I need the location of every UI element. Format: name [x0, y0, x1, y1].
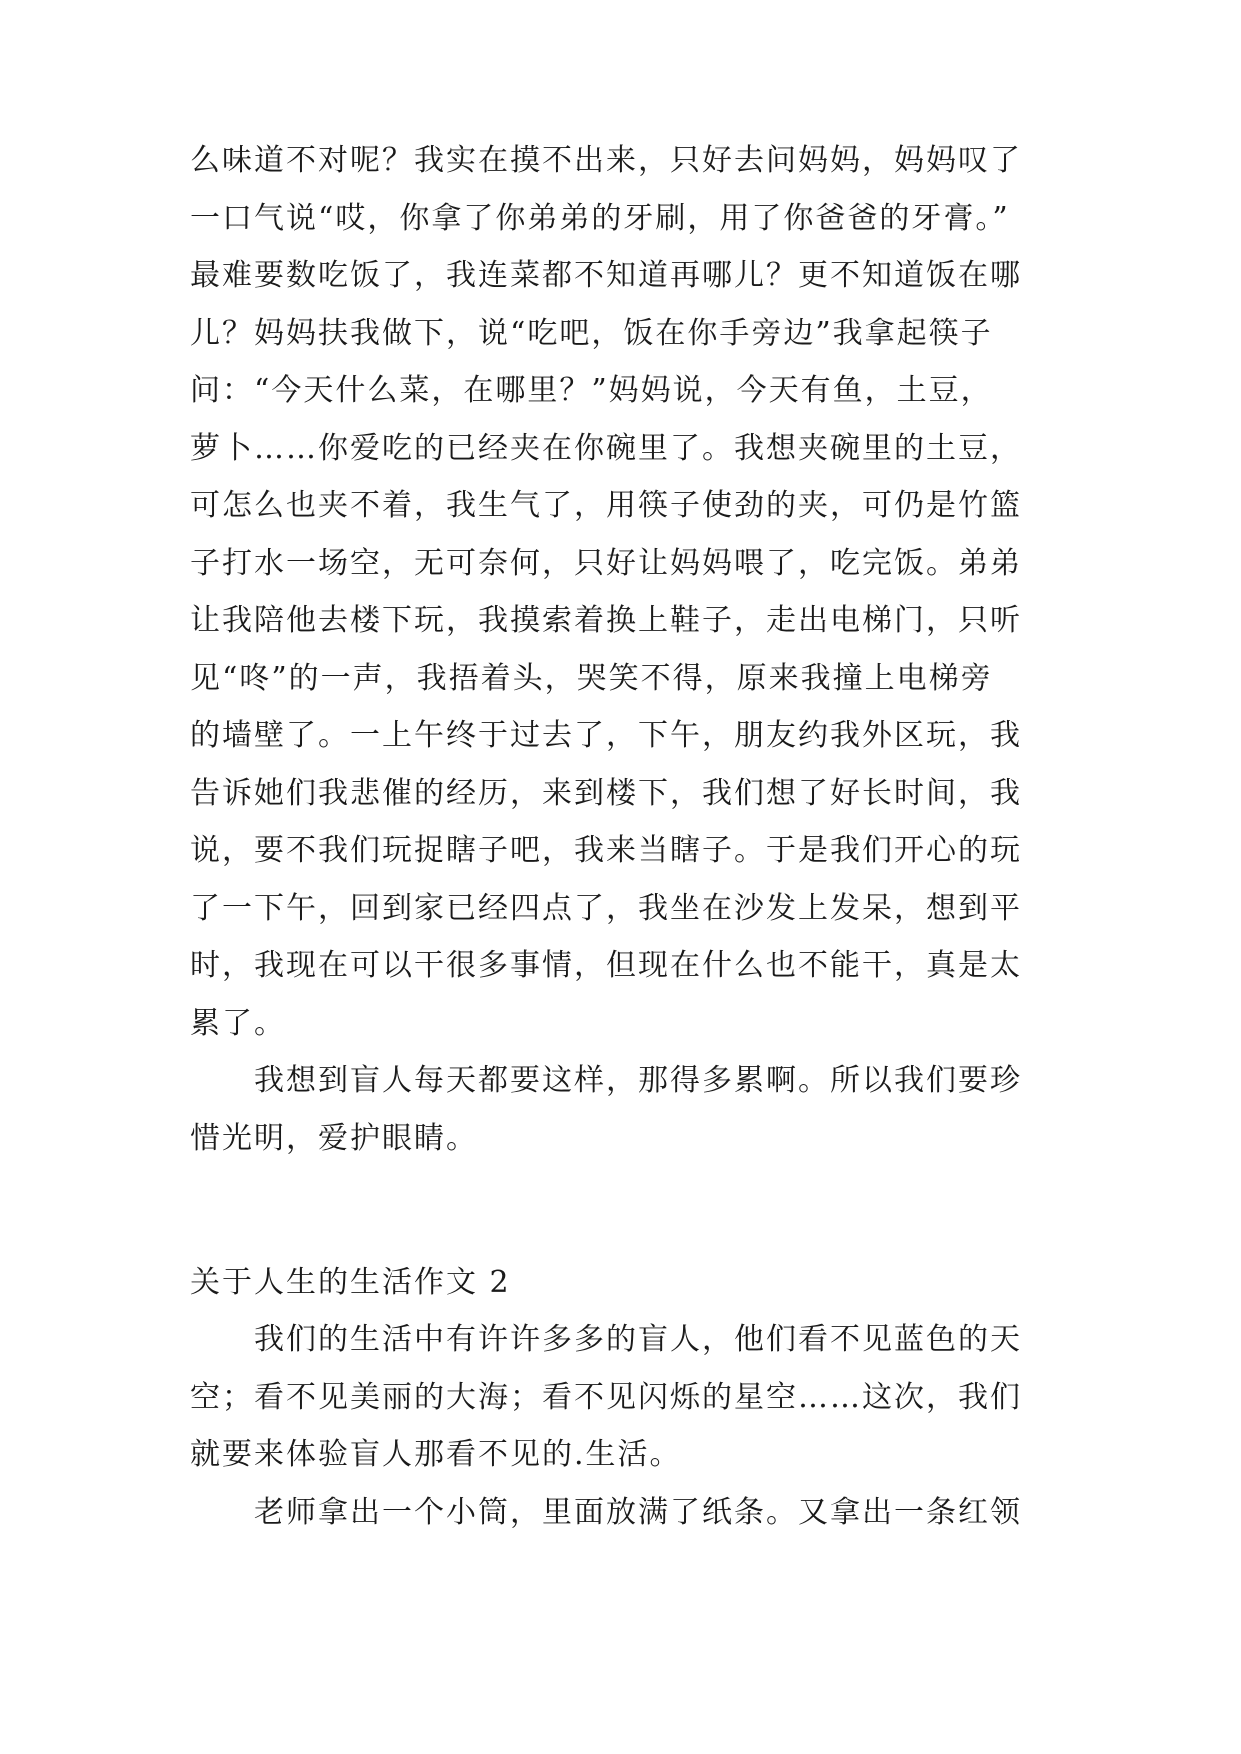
paragraph-conclusion: [190, 1052, 1060, 1167]
text-line: 可怎么也夹不着，我生气了，用筷子使劲的夹，可仍是竹篮: [190, 488, 1022, 523]
text-line: 见“咚”的一声，我捂着头，哭笑不得，原来我撞上电梯旁: [190, 660, 993, 696]
text-line: 时，我现在可以干很多事情，但现在什么也不能干，真是太: [190, 948, 1022, 983]
text-line: 了一下午，回到家已经四点了，我坐在沙发上发呆，想到平: [190, 890, 1022, 926]
section-title: 关于人生的生活作文 2: [190, 1265, 511, 1300]
text-line: 问：“今天什么菜，在哪里？”妈妈说，今天有鱼，土豆，: [190, 373, 993, 408]
text-line: 空；看不见美丽的大海；看不见闪烁的星空……这次，我们: [190, 1379, 1022, 1415]
text-line: 最难要数吃饭了，我连菜都不知道再哪儿？更不知道饭在哪: [190, 258, 1022, 293]
paragraph-teacher: [190, 1484, 1060, 1542]
text-line: 累了。: [190, 1005, 286, 1041]
text-line: 么味道不对呢？我实在摸不出来，只好去问妈妈，妈妈叹了: [190, 143, 1022, 178]
text-line: 老师拿出一个小筒，里面放满了纸条。又拿出一条红领: [190, 1495, 1022, 1530]
text-line: 惜光明，爱护眼睛。: [190, 1120, 478, 1156]
text-line: 让我陪他去楼下玩，我摸索着换上鞋子，走出电梯门，只听: [190, 603, 1022, 638]
text-line: 我想到盲人每天都要这样，那得多累啊。所以我们要珍: [190, 1063, 1022, 1098]
text-line: 一口气说“哎，你拿了你弟弟的牙刷，用了你爸爸的牙膏。”: [190, 200, 1010, 236]
text-line: 萝卜……你爱吃的已经夹在你碗里了。我想夹碗里的土豆，: [190, 430, 1022, 466]
text-line: 我们的生活中有许许多多的盲人，他们看不见蓝色的天: [190, 1322, 1022, 1357]
text-line: 子打水一场空，无可奈何，只好让妈妈喂了，吃完饭。弟弟: [190, 545, 1022, 581]
text-line: 说，要不我们玩捉瞎子吧，我来当瞎子。于是我们开心的玩: [190, 833, 1022, 868]
text-line: 告诉她们我悲催的经历，来到楼下，我们想了好长时间，我: [190, 775, 1022, 811]
text-line: 的墙壁了。一上午终于过去了，下午，朋友约我外区玩，我: [190, 718, 1022, 753]
text-line: 儿？妈妈扶我做下，说“吃吧，饭在你手旁边”我拿起筷子: [190, 315, 993, 351]
paragraph-intro: [190, 1311, 1060, 1484]
text-line: 就要来体验盲人那看不见的.生活。: [190, 1437, 682, 1472]
paragraph-continued: [190, 132, 1060, 1052]
